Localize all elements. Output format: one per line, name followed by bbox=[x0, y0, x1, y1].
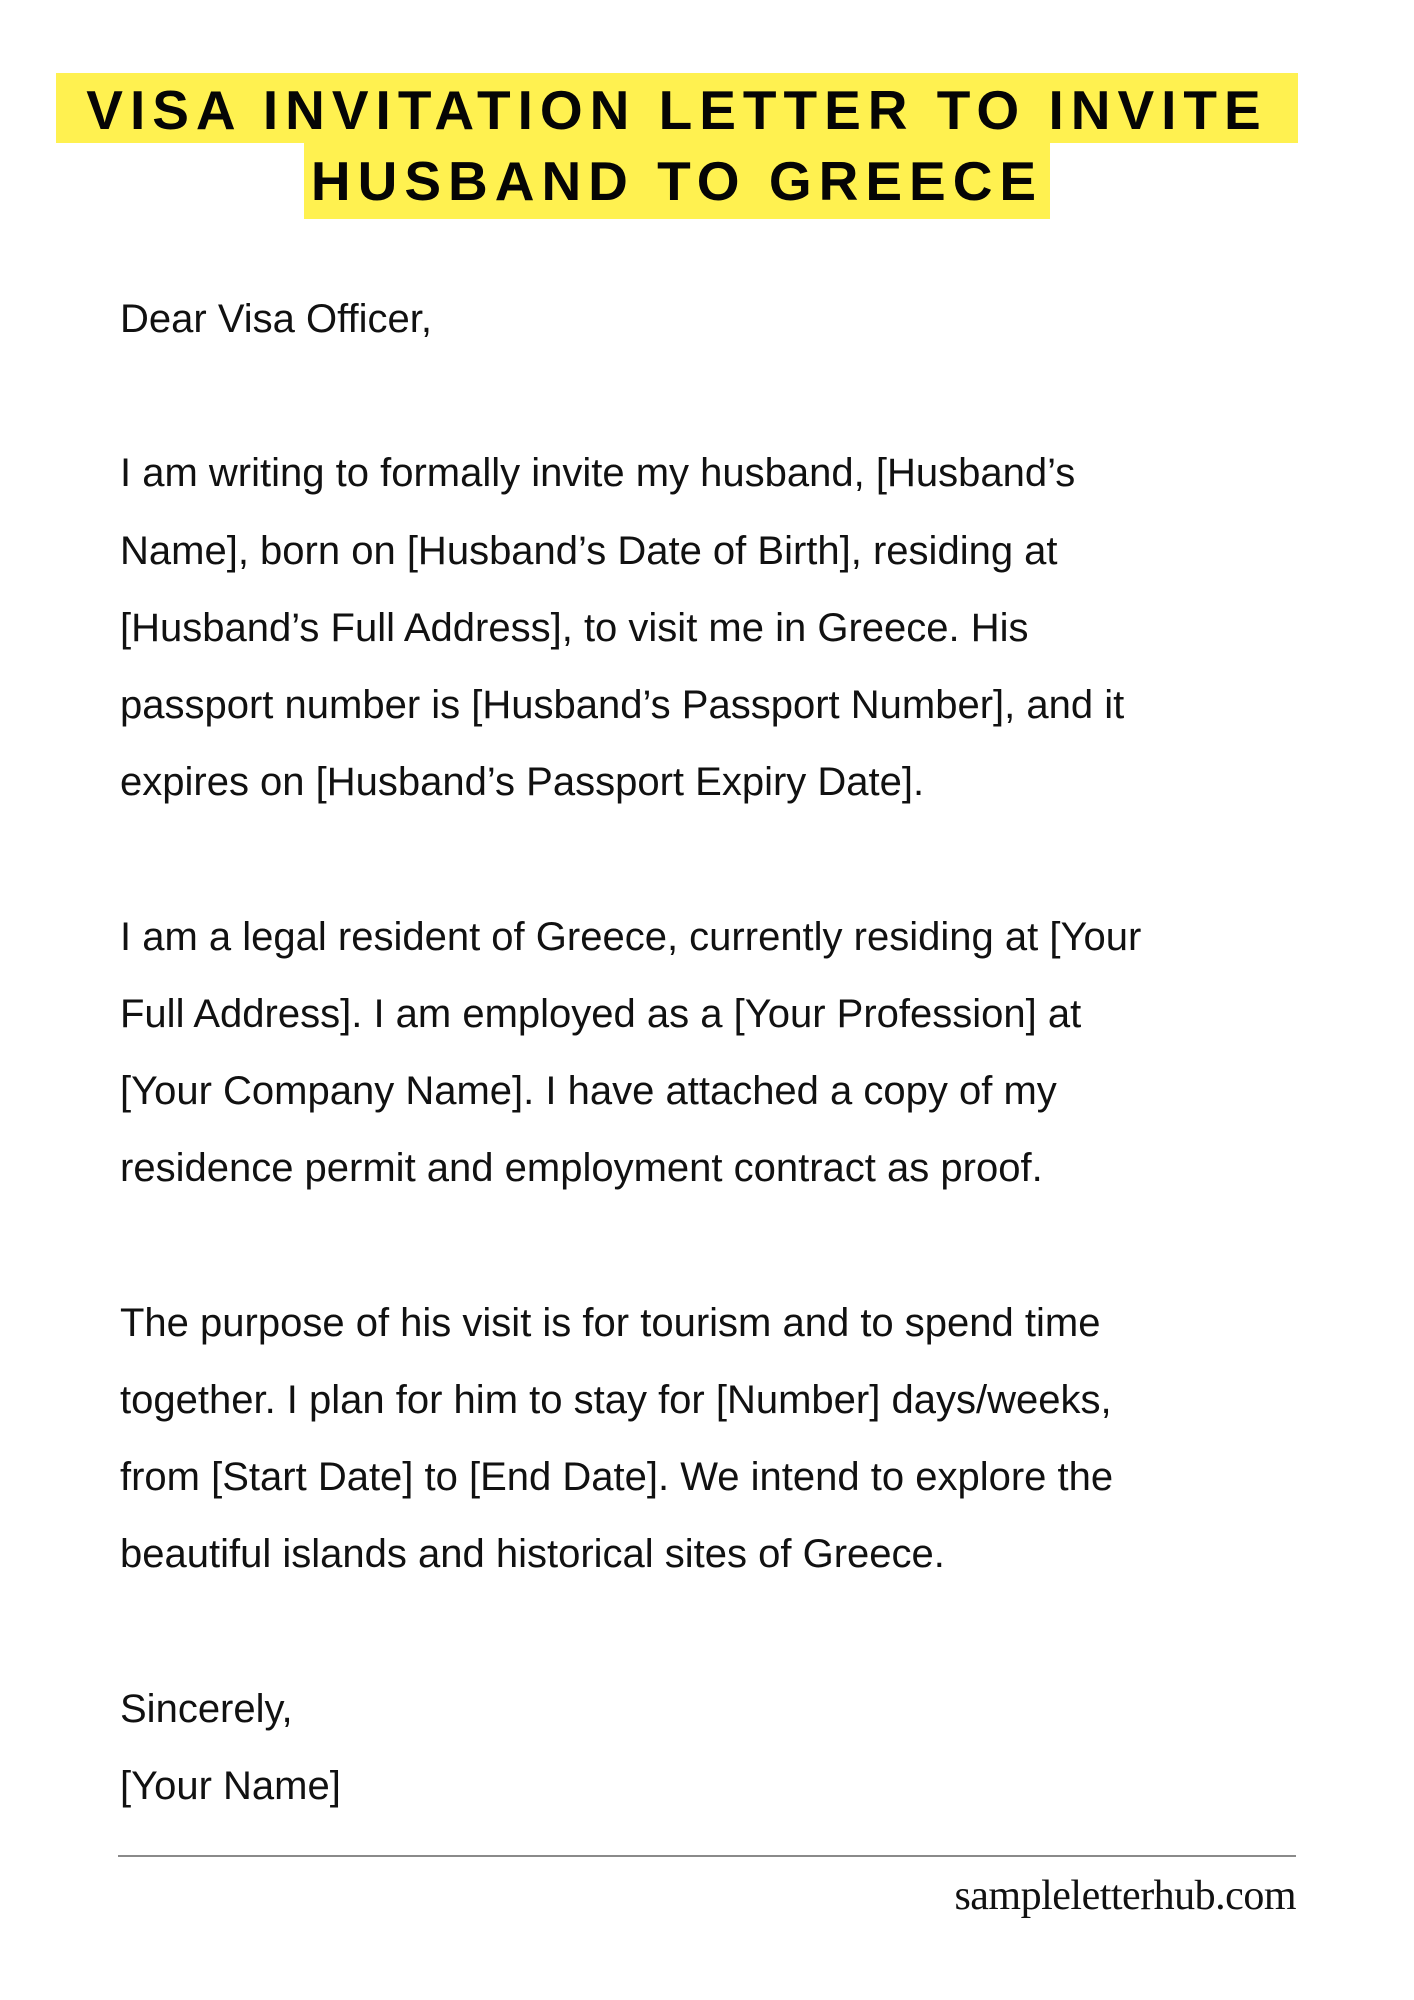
footer-divider bbox=[118, 1855, 1296, 1857]
paragraph-line: beautiful islands and historical sites of Greece. bbox=[120, 1532, 945, 1577]
paragraph-line: [Your Company Name]. I have attached a copy of my bbox=[120, 1069, 1057, 1113]
paragraph-purpose bbox=[120, 1285, 1360, 1594]
closing: Sincerely, bbox=[120, 1686, 293, 1731]
paragraph-spacer bbox=[120, 358, 1360, 435]
paragraph-spacer bbox=[120, 1207, 1360, 1284]
paragraph-residency bbox=[120, 899, 1360, 1208]
letter-body bbox=[120, 281, 1360, 1825]
footer-site-name: sampleletterhub.com bbox=[954, 1873, 1296, 1919]
paragraph-line: Full Address]. I am employed as a [Your Profession] at bbox=[120, 991, 1082, 1036]
letter-title bbox=[0, 73, 1414, 219]
paragraph-line: [Husband’s Full Address], to visit me in Greece. His bbox=[120, 605, 1029, 650]
paragraph-line: residence permit and employment contract as proof. bbox=[120, 1146, 1043, 1191]
paragraph-line: The purpose of his visit is for tourism and to spend time bbox=[120, 1300, 1101, 1345]
paragraph-line: passport number is [Husband’s Passport Number], and it bbox=[120, 683, 1125, 727]
title-line-2: HUSBAND TO GREECE bbox=[304, 143, 1050, 219]
paragraph-spacer bbox=[120, 821, 1360, 898]
signature: [Your Name] bbox=[120, 1763, 341, 1808]
salutation: Dear Visa Officer, bbox=[120, 297, 432, 341]
paragraph-line: together. I plan for him to stay for [Number] days/weeks, bbox=[120, 1377, 1112, 1422]
paragraph-spacer bbox=[120, 1593, 1360, 1670]
paragraph-line: I am a legal resident of Greece, currently residing at [Your bbox=[120, 914, 1142, 959]
paragraph-line: I am writing to formally invite my husband, [Husband’s bbox=[120, 451, 1076, 496]
title-line-1: VISA INVITATION LETTER TO INVITE bbox=[56, 73, 1298, 143]
paragraph-invitation bbox=[120, 435, 1360, 821]
paragraph-line: from [Start Date] to [End Date]. We intend to explore the bbox=[120, 1455, 1114, 1499]
paragraph-line: Name], born on [Husband’s Date of Birth], residing at bbox=[120, 528, 1058, 573]
paragraph-line: expires on [Husband’s Passport Expiry Date]. bbox=[120, 760, 925, 805]
